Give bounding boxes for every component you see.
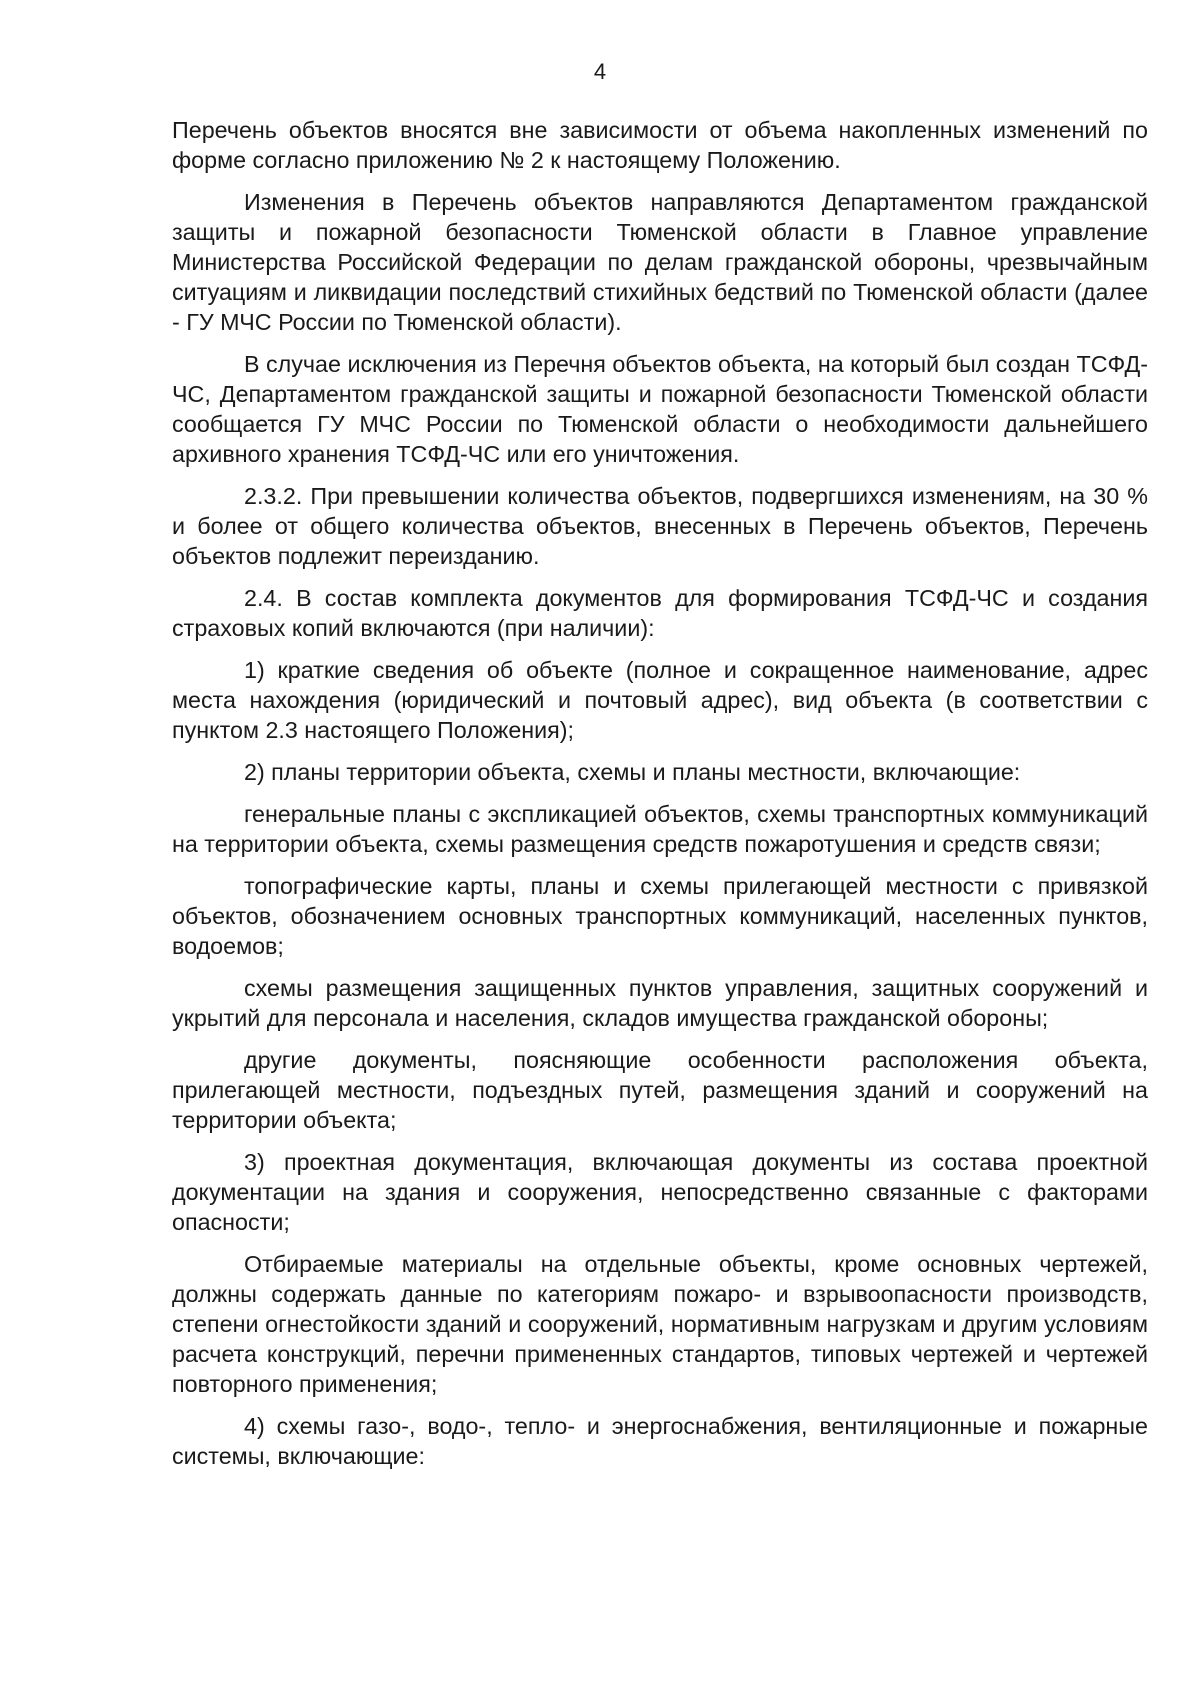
list-item-1: 1) краткие сведения об объекте (полное и сокращенное наименование, адрес места нахождения (юридический и почтовый адрес), вид объекта (в соответствии с пунктом 2.3 настоящего Положения);	[172, 657, 1148, 743]
sub-item: генеральные планы с экспликацией объектов, схемы транспортных коммуникаций на территории объекта, схемы размещения средств пожаротушения и средств связи;	[172, 801, 1148, 857]
paragraph: В случае исключения из Перечня объектов объекта, на который был создан ТСФД-ЧС, Департаментом гражданской защиты и пожарной безопасности Тюменской области сообщается ГУ МЧС России по Тюменской области о необходимости дальнейшего архивного хранения ТСФД-ЧС или его уничтожения.	[172, 351, 1148, 467]
list-item-2: 2) планы территории объекта, схемы и планы местности, включающие:	[244, 759, 1021, 785]
list-item-3: 3) проектная документация, включающая документы из состава проектной документации на здания и сооружения, непосредственно связанные с факторами опасности;	[172, 1149, 1148, 1235]
sub-item: топографические карты, планы и схемы прилегающей местности с привязкой объектов, обозначением основных транспортных коммуникаций, населенных пунктов, водоемов;	[172, 873, 1148, 959]
paragraph-clause-2-4: 2.4. В состав комплекта документов для формирования ТСФД-ЧС и создания страховых копий включаются (при наличии):	[172, 585, 1148, 641]
sub-item: схемы размещения защищенных пунктов управления, защитных сооружений и укрытий для персонала и населения, складов имущества гражданской обороны;	[172, 975, 1148, 1031]
paragraph: Перечень объектов вносятся вне зависимости от объема накопленных изменений по форме согласно приложению № 2 к настоящему Положению.	[172, 117, 1148, 173]
list-item-4: 4) схемы газо-, водо-, тепло- и энергоснабжения, вентиляционные и пожарные системы, включающие:	[172, 1413, 1148, 1469]
sub-item: другие документы, поясняющие особенности расположения объекта, прилегающей местности, подъездных путей, размещения зданий и сооружений на территории объекта;	[172, 1047, 1148, 1133]
document-body	[172, 115, 1148, 1483]
page-number: 4	[593, 59, 607, 84]
paragraph-clause-2-3-2: 2.3.2. При превышении количества объектов, подвергшихся изменениям, на 30 % и более от общего количества объектов, внесенных в Перечень объектов, Перечень объектов подлежит переизданию.	[172, 483, 1148, 569]
paragraph: Отбираемые материалы на отдельные объекты, кроме основных чертежей, должны содержать данные по категориям пожаро- и взрывоопасности производств, степени огнестойкости зданий и сооружений, нормативным нагрузкам и другим условиям расчета конструкций, перечни примененных стандартов, типовых чертежей и чертежей повторного применения;	[172, 1251, 1148, 1397]
paragraph: Изменения в Перечень объектов направляются Департаментом гражданской защиты и пожарной безопасности Тюменской области в Главное управление Министерства Российской Федерации по делам гражданской обороны, чрезвычайным ситуациям и ликвидации последствий стихийных бедствий по Тюменской области (далее - ГУ МЧС России по Тюменской области).	[172, 189, 1148, 335]
